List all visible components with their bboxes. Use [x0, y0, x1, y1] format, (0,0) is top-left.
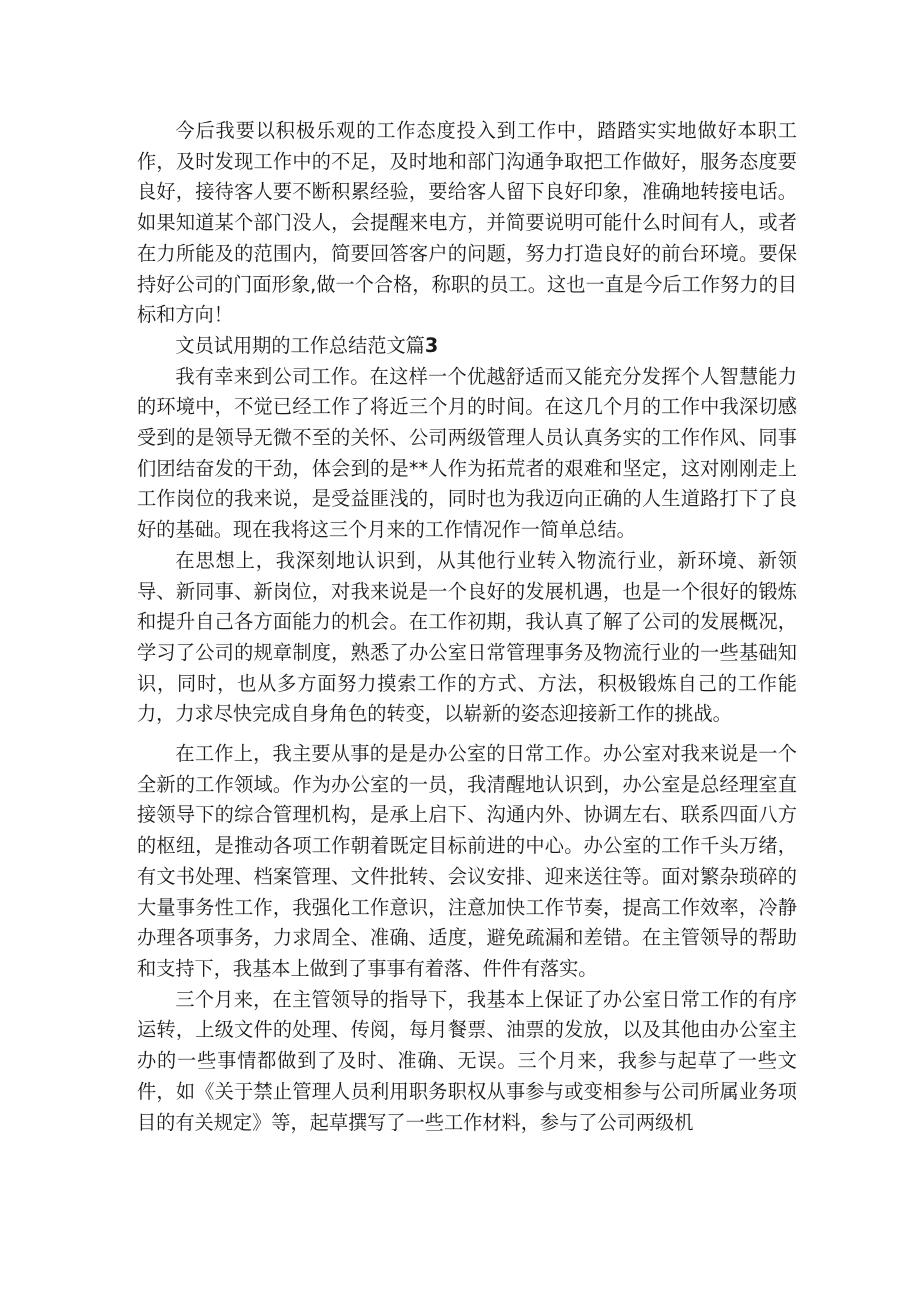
section-heading-number: 3: [424, 333, 439, 357]
section-heading: [137, 331, 797, 362]
document-body: [137, 116, 797, 1138]
section-heading-text: 文员试用期的工作总结范文篇: [175, 333, 425, 357]
paragraph-thinking: 在思想上，我深刻地认识到，从其他行业转入物流行业，新环境、新领导、新同事、新岗位，对我来说是一个良好的发展机遇，也是一个很好的锻炼和提升自己各方面能力的机会。在工作初期，我认真了解了公司的发展概况，学习了公司的规章制度，熟悉了办公室日常管理事务及物流行业的一些基础知识，同时，也从多方面努力摸索工作的方式、方法，积极锻炼自己的工作能力，力求尽快完成自身角色的转变，以崭新的姿态迎接新工作的挑战。: [137, 548, 797, 726]
paragraph-work: 在工作上，我主要从事的是是办公室的日常工作。办公室对我来说是一个全新的工作领域。作为办公室的一员，我清醒地认识到，办公室是总经理室直接领导下的综合管理机构，是承上启下、沟通内外、协调左右、联系四面八方的枢纽，是推动各项工作朝着既定目标前进的中心。办公室的工作千头万绪，有文书处理、档案管理、文件批转、会议安排、迎来送往等。面对繁杂琐碎的大量事务性工作，我强化工作意识，注意加快工作节奏，提高工作效率，冷静办理各项事务，力求周全、准确、适度，避免疏漏和差错。在主管领导的帮助和支持下，我基本上做到了事事有着落、件件有落实。: [137, 742, 797, 980]
paragraph-closing-goals: 今后我要以积极乐观的工作态度投入到工作中，踏踏实实地做好本职工作，及时发现工作中的不足，及时地和部门沟通争取把工作做好，服务态度要良好，接待客人要不断积累经验，要给客人留下良好印象，准确地转接电话。如果知道某个部门没人，会提醒来电方，并简要说明可能什么时间有人，或者在力所能及的范围内，简要回答客户的问题，努力打造良好的前台环境。要保持好公司的门面形象,做一个合格，称职的员工。这也一直是今后工作努力的目标和方向！: [137, 119, 797, 327]
paragraph-three-months: 三个月来，在主管领导的指导下，我基本上保证了办公室日常工作的有序运转，上级文件的处理、传阅，每月餐票、油票的发放，以及其他由办公室主办的一些事情都做到了及时、准确、无误。三个月来，我参与起草了一些文件，如《关于禁止管理人员利用职务职权从事参与或变相参与公司所属业务项目的有关规定》等，起草撰写了一些工作材料，参与了公司两级机: [137, 987, 797, 1134]
paragraph-introduction: 我有幸来到公司工作。在这样一个优越舒适而又能充分发挥个人智慧能力的环境中，不觉已经工作了将近三个月的时间。在这几个月的工作中我深切感受到的是领导无微不至的关怀、公司两级管理人员认真务实的工作作风、同事们团结奋发的干劲，体会到的是**人作为拓荒者的艰难和坚定，这对刚刚走上工作岗位的我来说，是受益匪浅的，同时也为我迈向正确的人生道路打下了良好的基础。现在我将这三个月来的工作情况作一简单总结。: [137, 364, 797, 542]
